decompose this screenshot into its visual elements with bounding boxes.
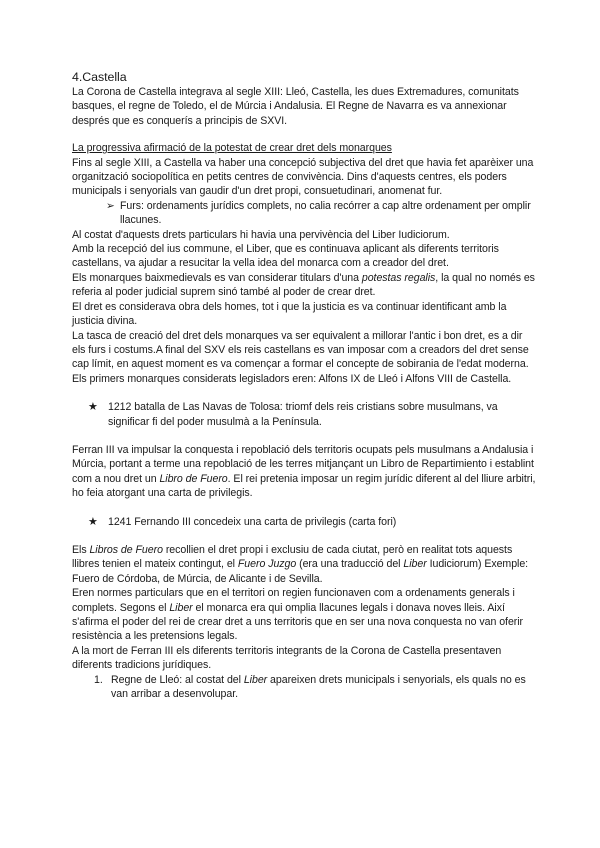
paragraph-creacio-dret: La tasca de creació del dret dels monarques va ser equivalent a millorar l'antic i bon dret, es a dir els furs i costums.A final del SXV els reis castellans es van imposar com a creadors del dret sense cap límit, en aquest moment es va començar a formar el concepte de sobirania de l'edat moderna. Els primers monarques considerats legisladors eren: Alfons IX de Lleó i Alfons VIII de Castella.	[72, 329, 529, 385]
list-number: 1.	[94, 673, 103, 686]
paragraph-normes-particulars: Eren normes particulars que en el territori on regien funcionaven com a ordenaments generals i complets. Segons el Liber el monarca era qui omplia llacunes legals i donava noves lleis. Així s'afirma el poder del rei de crear dret a uns territoris que en ser una nova conquesta no van oferir resistència a les pretensions legals.	[72, 587, 524, 643]
paragraph-ius-commune: Amb la recepció del ius commune, el Liber, que es continuava aplicant als diferents territoris castellans, va ajudar a resucitar la vella idea del monarca com a creador del dret.	[72, 243, 499, 270]
star-bullet-icon: ★	[88, 401, 98, 414]
paragraph-ferran-iii: Ferran III va impulsar la conquesta i repoblació dels territoris ocupats pels musulmans a Andalusia i Múrcia, portant a terme una repoblació de les terres mitjançant un Libro de Repartimiento i establint com a nou dret un Libro de Fuero. El rei pretenia imposar un regim jurídic diferent al del lliure arbitri, ho feia atorgant una carta de privilegis.	[72, 443, 536, 500]
paragraph-liber: Al costat d'aquests drets particulars hi havia una pervivència del Liber Iudiciorum.	[72, 228, 450, 241]
document-page	[72, 70, 538, 701]
bullet-furs	[72, 199, 538, 228]
paragraph-libros-de-fuero: Els Libros de Fuero recollien el dret propi i exclusiu de cada ciutat, però en realitat tots aquests llibres tenien el mateix contingut, el Fuero Juzgo (era una traducció del Liber Iudiciorum) Exemple: Fuero de Córdoba, de Múrcia, de Alicante i de Sevilla.	[72, 543, 529, 585]
paragraph-fur: Fins al segle XIII, a Castella va haber una concepció subjectiva del dret que havia fet aparèixer una organització sociopolítica en petits centres de convivència. Dins d'aquests centres, els poders municipals i senyorials van gaudir d'un dret propi, consuetudinari, anomenat fur.	[72, 156, 534, 198]
section-title: 4.Castella	[72, 70, 127, 84]
subsection-heading: La progressiva afirmació de la potestat de crear dret dels monarques	[72, 142, 392, 155]
star-bullet-icon: ★	[88, 515, 98, 528]
paragraph-mort-ferran: A la mort de Ferran III els diferents territoris integrants de la Corona de Castella presentaven diferents tradicions jurídiques.	[72, 644, 502, 672]
arrow-bullet-icon: ➢	[106, 199, 115, 212]
star-item-1212	[72, 400, 538, 429]
star-item-1241-text: 1241 Fernando III concedeix una carta de privilegis (carta fori)	[108, 515, 397, 528]
paragraph-potestas: Els monarques baixmedievals es van considerar titulars d'una potestas regalis, la qual no només es referia al poder judicial suprem sinó també al poder de crear dret.	[72, 271, 535, 299]
bullet-furs-text: Furs: ordenaments jurídics complets, no calia recórrer a cap altre ordenament per omplir llacunes.	[120, 199, 531, 227]
star-item-1212-text: 1212 batalla de Las Navas de Tolosa: triomf dels reis cristians sobre musulmans, va significar fi del poder musulmà a la Península.	[108, 401, 498, 428]
paragraph-justicia: El dret es considerava obra dels homes, tot i que la justicia es va continuar identificant amb la justicia divina.	[72, 300, 507, 328]
list-item-text: Regne de Lleó: al costat del Liber apareixen drets municipals i senyorials, els quals no es van arribar a desenvolupar.	[111, 673, 526, 701]
list-item	[72, 673, 538, 702]
star-item-1241	[72, 515, 538, 529]
intro-paragraph: La Corona de Castella integrava al segle XIII: Lleó, Castella, les dues Extremadures, comunitats basques, el regne de Toledo, el de Múrcia i Andalusia. El Regne de Navarra es va annexionar després que es conquerís a principis de SXVI.	[72, 86, 519, 127]
